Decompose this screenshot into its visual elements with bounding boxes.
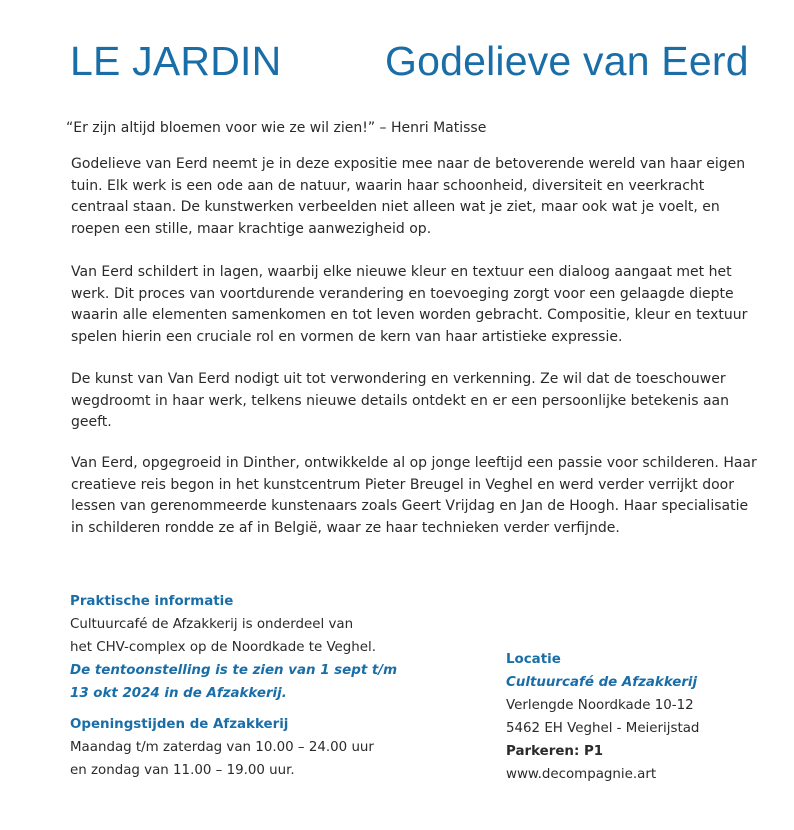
venue-name: Cultuurcafé de Afzakkerij [506,675,698,690]
opening-hours-heading: Openingstijden de Afzakkerij [70,717,289,732]
exhibition-title: LE JARDIN [70,38,282,84]
biography-paragraph: Van Eerd, opgegroeid in Dinther, ontwikkelde al op jonge leeftijd een passie voor schilderen. Haar creatieve reis begon in het kunstcentrum Pieter Breugel in Veghel en werd verder verrijkt door lessen van gerenommeerde kunstenaars zoals Geert Vrijdag en Jan de Hoogh. Haar specialisatie in schilderen rondde ze af in België, waar ze haar technieken verder verfijnde. [71,455,757,536]
artist-name: Godelieve van Eerd [385,38,749,84]
technique-paragraph: Van Eerd schildert in lagen, waarbij elke nieuwe kleur en textuur een dialoog aangaat met het werk. Dit proces van voortdurende verandering en toevoeging zorgt voor een gelaagde diepte waarin alle elementen samenkomen en tot leven worden gebracht. Compositie, kleur en textuur spelen hierin een cruciale rol en vormen de kern van haar artistieke expressie. [71,264,748,345]
exhibition-dates: De tentoonstelling is te zien van 1 sept t/m [70,663,398,678]
exhibition-dates: 13 okt 2024 in de Afzakkerij. [70,686,287,701]
practical-info-line: het CHV-complex op de Noordkade te Veghel. [70,640,377,655]
opening-hours-line: en zondag van 11.00 – 19.00 uur. [70,763,295,778]
city-address: 5462 EH Veghel - Meierijstad [506,721,700,736]
section-spacer [70,705,490,713]
practical-info-line: Cultuurcafé de Afzakkerij is onderdeel van [70,617,354,632]
practical-info-section [70,590,490,782]
location-heading: Locatie [506,652,561,667]
location-section [506,648,766,786]
invitation-paragraph: De kunst van Van Eerd nodigt uit tot verwondering en verkenning. Ze wil dat de toeschouwer wegdroomt in haar werk, telkens nieuwe details ontdekt en er een persoonlijke betekenis aan geeft. [71,371,729,430]
intro-paragraph: Godelieve van Eerd neemt je in deze expositie mee naar de betoverende wereld van haar eigen tuin. Elk werk is een ode aan de natuur, waarin haar schoonheid, diversiteit en veerkracht centraal staan. De kunstwerken verbeelden niet alleen wat je ziet, maar ook wat je voelt, en roepen een stille, maar krachtige aanwezigheid op. [71,156,746,237]
parking-info: Parkeren: P1 [506,744,604,759]
practical-info-heading: Praktische informatie [70,594,234,609]
street-address: Verlengde Noordkade 10-12 [506,698,694,713]
opening-hours-line: Maandag t/m zaterdag van 10.00 – 24.00 uur [70,740,374,755]
website-link[interactable]: www.decompagnie.art [506,767,657,782]
matisse-quote: “Er zijn altijd bloemen voor wie ze wil zien!” – Henri Matisse [66,120,487,136]
